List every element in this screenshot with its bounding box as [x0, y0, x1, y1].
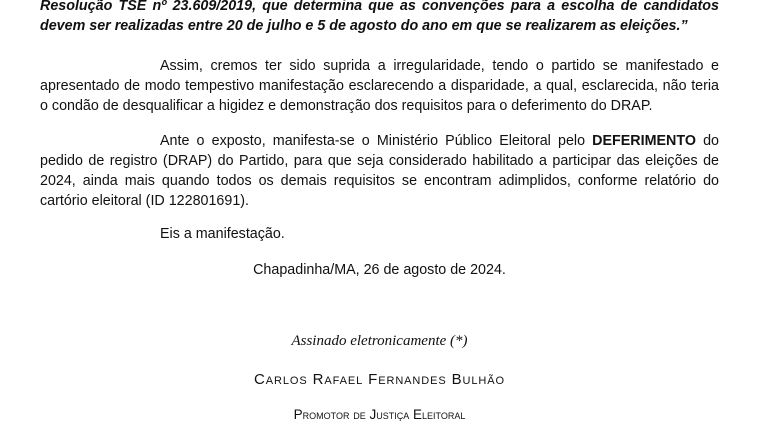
deferimento-emphasis: DEFERIMENTO — [592, 133, 696, 149]
signer-name: Carlos Rafael Fernandes Bulhão — [254, 371, 505, 388]
electronic-signature-note: Assinado eletronicamente (*) — [291, 333, 468, 349]
paragraph-conclusion-before: Ante o exposto, manifesta-se o Ministério Público Eleitoral pelo — [160, 133, 593, 149]
paragraph-conclusion-after: do pedido de registro (DRAP) do Partido, para que seja considerado habilitado a participar das eleições de 2024, ainda mais quando todos os demais requisitos se encontram adimplidos, conforme relatório do cartório eleitoral (ID 122801691). — [40, 133, 720, 209]
paragraph-irregularity — [40, 56, 719, 116]
closing-statement: Eis a manifestação. — [160, 226, 285, 242]
paragraph-conclusion — [40, 131, 719, 211]
quoted-resolution-text: Resolução TSE nº 23.609/2019, que determina que as convenções para a escolha de candidatos devem ser realizadas entre 20 de julho e 5 de agosto do ano em que se realizarem as eleições.” — [40, 0, 719, 34]
paragraph-irregularity-text: Assim, cremos ter sido suprida a irregularidade, tendo o partido se manifestado e apresentado de modo tempestivo manifestação esclarecendo a disparidade, a qual, esclarecida, não teria o condão de desqualificar a higidez e demonstração dos requisitos para o deferimento do DRAP. — [40, 58, 719, 114]
place-and-date: Chapadinha/MA, 26 de agosto de 2024. — [253, 262, 506, 278]
signer-role: Promotor de Justiça Eleitoral — [293, 407, 466, 422]
